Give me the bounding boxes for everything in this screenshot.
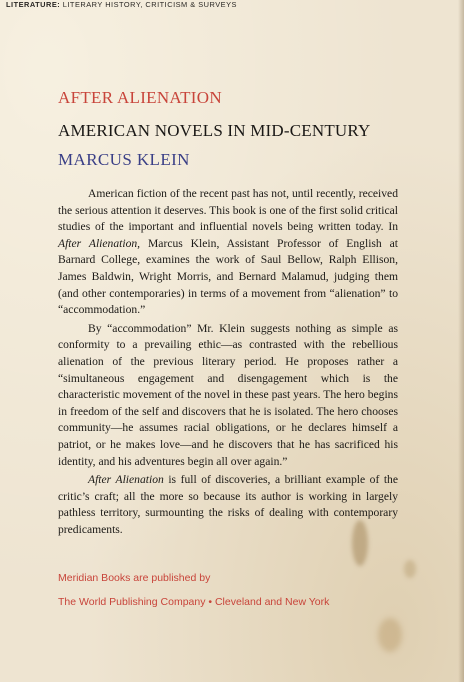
- series-description: LITERARY HISTORY, CRITICISM & SURVEYS: [60, 0, 237, 9]
- series-category: LITERATURE:: [6, 0, 61, 9]
- blurb-text: [58, 186, 398, 538]
- blurb-p3-book-title: After Alienation: [88, 473, 164, 487]
- blurb-p1-book-title: After Alienation,: [58, 236, 141, 250]
- book-subtitle: AMERICAN NOVELS IN MID-CENTURY: [58, 121, 371, 140]
- cover-edge-shadow: [458, 0, 464, 682]
- book-title: AFTER ALIENATION: [58, 88, 222, 107]
- book-author: MARCUS KLEIN: [58, 150, 190, 169]
- blurb-paragraph-1: [58, 186, 398, 319]
- blurb-p1-start: American fiction of the recent past has not, until recently, received the serious attention it deserves. This book is one of the first solid critical studies of the important and influential novels being written today. In: [58, 187, 398, 234]
- series-heading: [6, 0, 458, 9]
- blurb-paragraph-3: [58, 472, 398, 538]
- blurb-p1-end: Marcus Klein, Assistant Professor of English at Barnard College, examines the work of Saul Bellow, Ralph Ellison, James Baldwin, Wright Morris, and Bernard Malamud, judging them (and other contemporaries) in terms of a movement from “alienation” to “accommodation.”: [58, 236, 398, 317]
- age-stain: [378, 618, 402, 652]
- publisher-line-1: Meridian Books are published by: [58, 572, 211, 584]
- blurb-p3-end: is full of discoveries, a brilliant example of the critic’s craft; all the more so because its author is working in largely pathless territory, surmounting the risks of dealing with contemporary predicaments.: [58, 473, 398, 536]
- age-stain: [404, 560, 416, 578]
- publisher-line-2: The World Publishing Company • Cleveland and New York: [58, 596, 330, 608]
- age-stain: [352, 520, 368, 566]
- blurb-paragraph-2: By “accommodation” Mr. Klein suggests nothing as simple as conformity to a prevailing ethic—as contrasted with the rebellious alienation of the previous literary period. He proposes rather a “simultaneous engagement and disengagement which is the characteristic movement of the novel in these past years. The hero begins in freedom of the self and discovers that he is isolated. The hero chooses community—he assumes racial obligations, or he declares himself a patriot, or he makes love—and he discovers that he has sacrificed his identity, and his adventures begin all over again.”: [58, 321, 398, 468]
